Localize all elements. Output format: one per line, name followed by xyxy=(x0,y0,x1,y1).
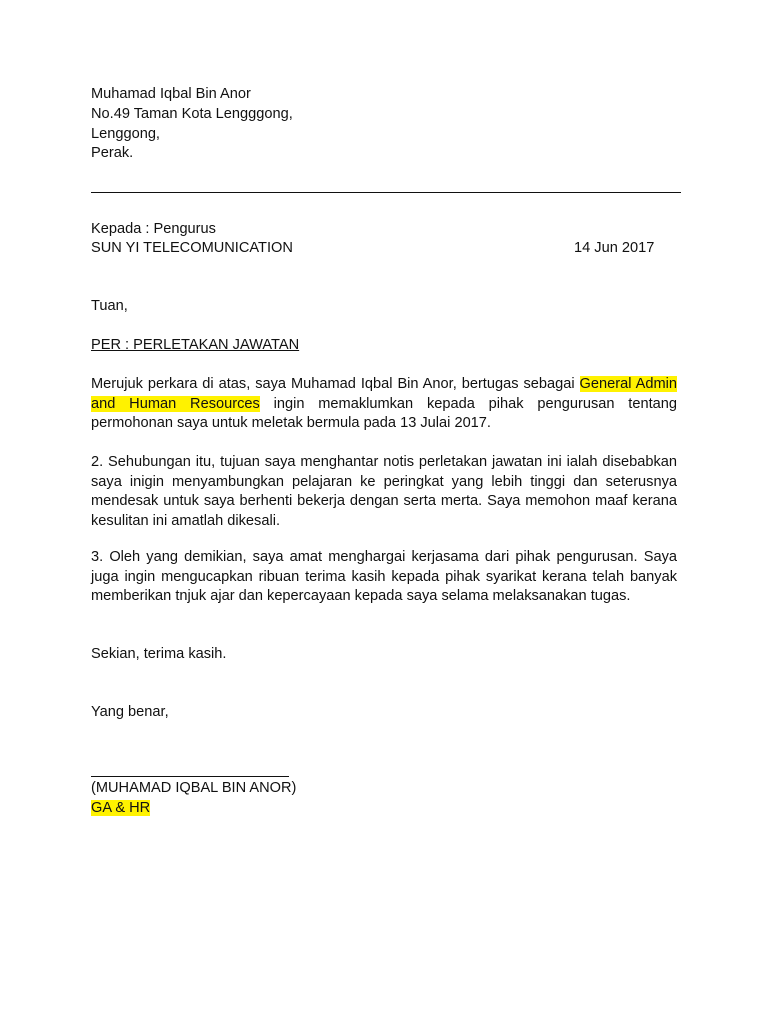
closing-text: Sekian, terima kasih. xyxy=(91,646,227,662)
sign-off: Yang benar, xyxy=(91,704,169,720)
sender-name: Muhamad Iqbal Bin Anor xyxy=(91,86,251,102)
signatory-position-highlight: GA & HR xyxy=(91,800,151,816)
signatory-position xyxy=(91,799,150,818)
greeting: Tuan, xyxy=(91,298,128,314)
signatory-name: (MUHAMAD IQBAL BIN ANOR) xyxy=(91,780,297,796)
subject-line: PER : PERLETAKAN JAWATAN xyxy=(91,337,300,353)
header-divider xyxy=(91,192,681,193)
recipient-company: SUN YI TELECOMUNICATION xyxy=(91,240,293,256)
signature-line xyxy=(91,776,289,777)
recipient-to: Kepada : Pengurus xyxy=(91,221,216,237)
sender-address-line2: Lenggong, xyxy=(91,126,160,142)
position-highlight: General Admin and Human Resources xyxy=(91,376,677,412)
sender-address-line3: Perak. xyxy=(91,145,134,161)
sender-address-line1: No.49 Taman Kota Lengggong, xyxy=(91,106,293,122)
paragraph-1-intro: Merujuk perkara di atas, saya Muhamad Iqbal Bin Anor, bertugas sebagai xyxy=(91,376,580,392)
paragraph-1-rest: ingin memaklumkan kepada pihak pengurusan tentang permohonan saya untuk meletak bermula pada 13 Julai 2017. xyxy=(91,395,677,431)
paragraph-3: 3. Oleh yang demikian, saya amat menghargai kerjasama dari pihak pengurusan. Saya juga ingin mengucapkan ribuan terima kasih kepada pihak syarikat kerana telah banyak memberikan tnjuk ajar dan kepercayaan kepada saya selama melaksanakan tugas. xyxy=(91,549,677,604)
paragraph-1 xyxy=(91,375,677,434)
paragraph-2: 2. Sehubungan itu, tujuan saya menghantar notis perletakan jawatan ini ialah disebabkan saya inigin menyambungkan pelajaran ke peringkat yang lebih tinggi dan seterusnya mendesak untuk saya berhenti bekerja dengan serta merta. Saya memohon maaf kerana kesulitan ini amatlah dikesali. xyxy=(91,454,677,529)
letter-date: 14 Jun 2017 xyxy=(574,240,655,256)
